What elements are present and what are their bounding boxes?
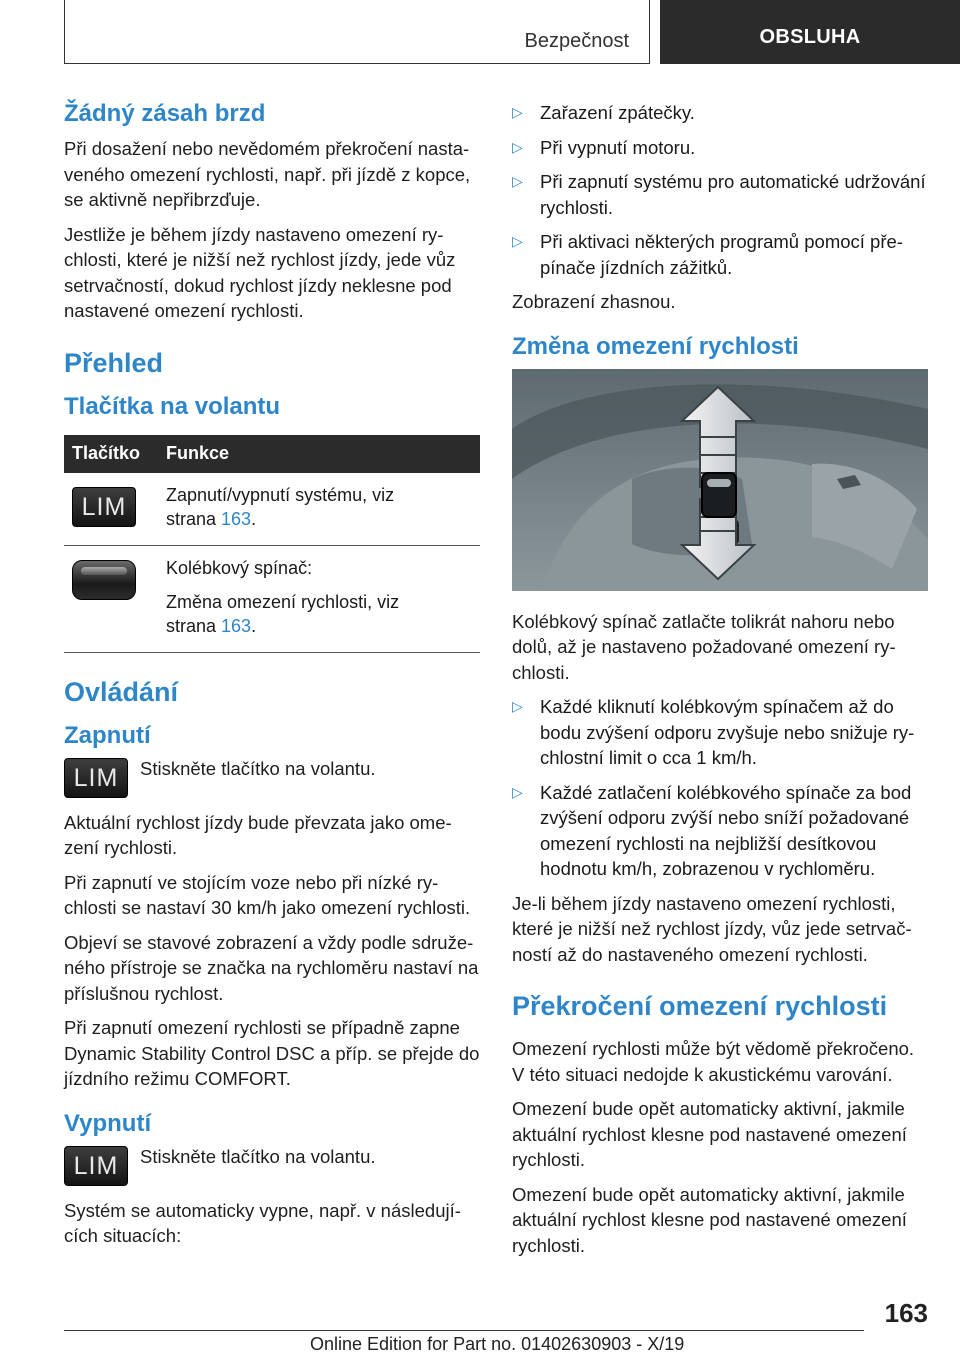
header-chapter-box — [660, 0, 960, 64]
table-header-row — [64, 435, 480, 473]
table-header-button: Tlačítko — [64, 435, 156, 473]
list-item: ▷ Zařazení zpátečky. — [512, 100, 928, 126]
triangle-bullet-icon: ▷ — [512, 783, 523, 800]
header-chapter-title: OBSLUHA — [759, 25, 861, 48]
display-off-text: Zobrazení zhasnou. — [512, 291, 676, 312]
switch-on-press-text: Stiskněte tlačítko na volantu. — [140, 757, 376, 779]
list-item: ▷ Při aktivaci některých programů pomocí přepínače jízdních zážitků. — [512, 229, 928, 280]
switch-on-heading: Zapnutí — [64, 721, 151, 749]
switch-off-instruction — [64, 1146, 480, 1186]
exceed-paragraph-1: Omezení rychlosti může být vědomě překročeno. V této situaci nedojde k akustickému varování. — [512, 1038, 915, 1085]
switch-on-paragraph-4: Při zapnutí omezení rychlosti se případně zapne Dynamic Stability Control DSC a příp. se přejde do jízdního režimu COMFORT. — [64, 1017, 480, 1089]
switch-on-instruction — [64, 758, 480, 798]
function-text: Kolébkový spínač: — [166, 557, 313, 578]
switch-on-paragraph-3: Objeví se stavové zobrazení a vždy podle sdruženého přístroje se značka na rychloměru nastaví na příslušnou rychlost. — [64, 931, 479, 1004]
steering-wheel-rocker-illustration — [512, 369, 928, 591]
table-row — [64, 473, 480, 546]
table-row — [64, 545, 480, 652]
triangle-bullet-icon: ▷ — [512, 233, 523, 249]
triangle-bullet-icon: ▷ — [512, 138, 523, 155]
header-section-title: Bezpečnost — [524, 30, 629, 52]
rocker-switch-icon — [72, 560, 136, 600]
change-limit-paragraph-2: Je-li během jízdy nastaveno omezení rychlosti, které je nižší než rychlost jízdy, vůz jede setrvačností až do nastaveného omezení rychlosti. — [512, 892, 912, 965]
list-item: ▷ Při vypnutí motoru. — [512, 135, 928, 161]
list-item: ▷ Každé kliknutí kolébkovým spínačem až do bodu zvýšení odporu zvyšuje nebo snižuje rychlostní limit o cca 1 km/h. — [512, 694, 928, 771]
control-heading: Ovládání — [64, 676, 179, 707]
brake-heading: Žádný zásah brzd — [64, 100, 266, 127]
buttons-table — [64, 435, 480, 653]
switch-on-paragraph-2: Při zapnutí ve stojícím voze nebo při nízké rychlosti se nastaví 30 km/h jako omezení rychlosti. — [64, 871, 471, 918]
switch-off-press-text: Stiskněte tlačítko na volantu. — [140, 1145, 376, 1167]
overview-heading: Přehled — [64, 347, 164, 378]
header-section-box — [64, 0, 650, 64]
table-cell-icon — [64, 545, 156, 652]
switch-off-heading: Vypnutí — [64, 1109, 152, 1137]
exceed-paragraph-3: Omezení bude opět automaticky aktivní, jakmile aktuální rychlost klesne pod nastavené omezení rychlosti. — [512, 1183, 907, 1256]
switch-on-paragraph-1: Aktuální rychlost jízdy bude převzata jako omezení rychlosti. — [64, 811, 452, 858]
wheel-buttons-heading: Tlačítka na volantu — [64, 392, 281, 420]
change-limit-heading: Změna omezení rychlosti — [512, 332, 799, 360]
lim-button-icon: LIM — [72, 487, 136, 527]
function-text: Změna omezení rychlosti, viz strana 163. — [166, 591, 400, 636]
list-item: ▷ Při zapnutí systému pro automatické udržování rychlosti. — [512, 169, 928, 220]
deactivation-list — [512, 100, 928, 280]
lim-button-icon: LIM — [64, 1146, 128, 1186]
brake-paragraph-2: Jestliže je během jízdy nastaveno omezení rychlosti, které je nižší než rychlost jízdy, jede vůz setrvačností, dokud rychlost jízdy neklesne pod nastavené omezení rychlosti. — [64, 223, 456, 321]
triangle-bullet-icon: ▷ — [512, 104, 523, 120]
change-limit-paragraph-1: Kolébkový spínač zatlačte tolikrát nahoru nebo dolů, až je nastaveno požadované omezení rychlosti. — [512, 610, 896, 683]
footer-divider — [64, 1330, 864, 1331]
list-item: ▷ Každé zatlačení kolébkového spínače za bod zvýšení odporu zvýší nebo sníží požadované omezení rychlosti na nejbližší desítkovou hodnotu km/h, zobrazenou v rychloměru. — [512, 780, 928, 882]
lim-button-icon: LIM — [64, 758, 128, 798]
page-number: 163 — [884, 1298, 928, 1328]
switch-off-paragraph-1: Systém se automaticky vypne, např. v následujících situacích: — [64, 1199, 461, 1246]
right-column — [512, 100, 928, 1267]
click-behavior-list — [512, 694, 928, 882]
triangle-bullet-icon: ▷ — [512, 173, 523, 189]
page-link[interactable]: 163 — [221, 615, 252, 636]
function-text: Zapnutí/vypnutí systému, viz strana 163. — [166, 484, 395, 529]
table-cell-function — [156, 473, 480, 546]
table-cell-icon — [64, 473, 156, 546]
exceed-paragraph-2: Omezení bude opět automaticky aktivní, jakmile aktuální rychlost klesne pod nastavené omezení rychlosti. — [512, 1098, 907, 1170]
triangle-bullet-icon: ▷ — [512, 698, 523, 714]
left-column — [64, 100, 480, 1258]
table-cell-function — [156, 545, 480, 652]
footer-edition-text: Online Edition for Part no. 01402630903 - X/19 — [310, 1334, 685, 1354]
exceed-limit-heading: Překročení omezení rychlosti — [512, 991, 888, 1021]
page-link[interactable]: 163 — [221, 508, 252, 529]
table-header-function: Funkce — [156, 435, 480, 473]
brake-paragraph-1: Při dosažení nebo nevědomém překročení nastaveného omezení rychlosti, např. při jízdě z kopce, se aktivně nepřibrzďuje. — [64, 138, 471, 210]
